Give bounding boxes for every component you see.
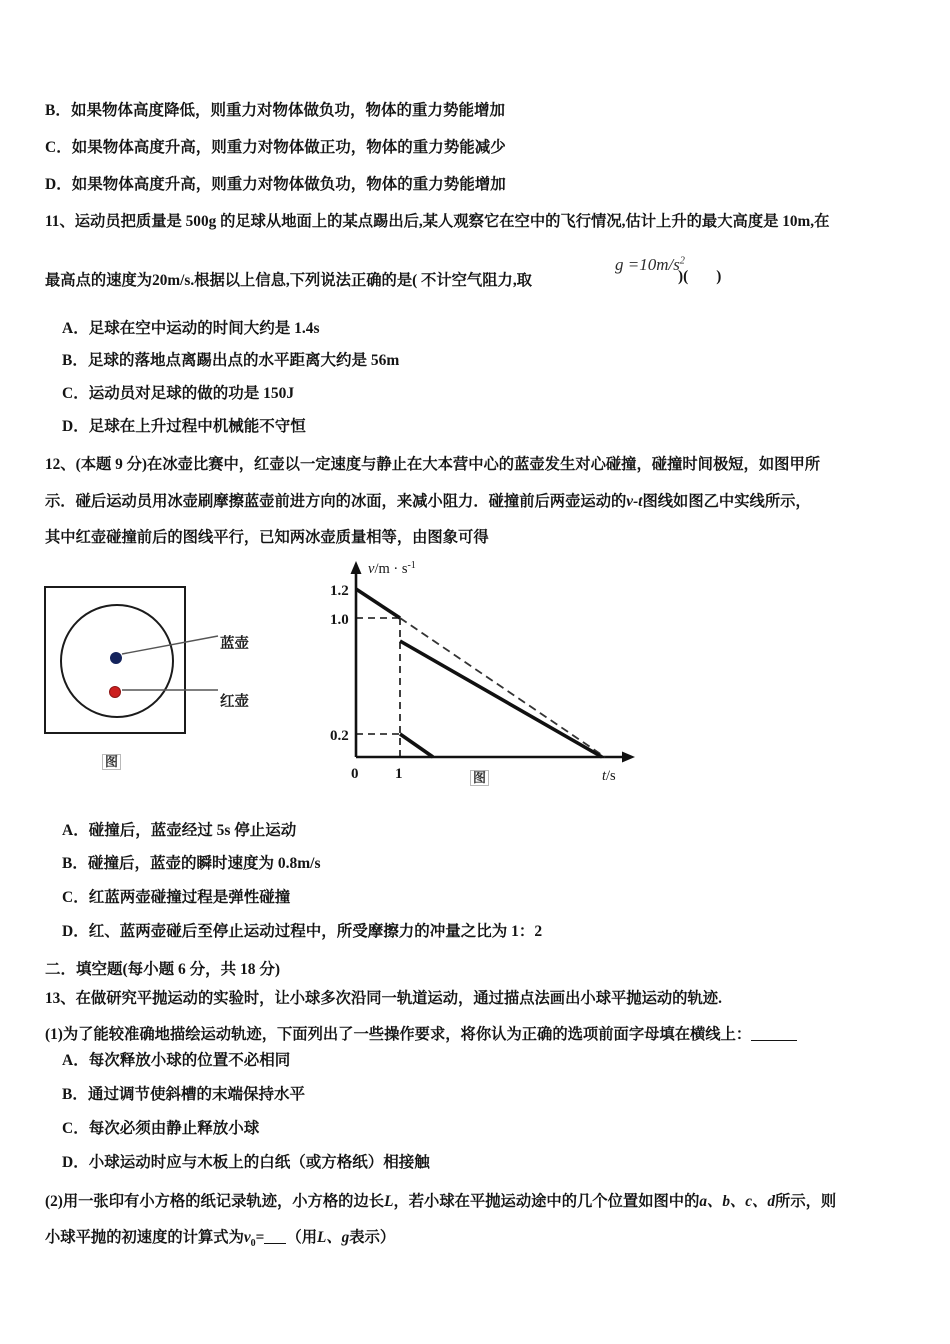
q12-stem-line1: 12、(本题 9 分)在冰壶比赛中，红壶以一定速度与静止在大本营中心的蓝壶发生对心碰撞，碰撞时间极短，如图甲所 (45, 456, 821, 473)
q12-stem-line2 (45, 489, 811, 511)
q13-grid-side-L: L (384, 1193, 394, 1210)
xtick-0: 0 (351, 766, 359, 782)
q13-part1-text: (1)为了能较准确地描绘运动轨迹，下面列出了一些操作要求，将你认为正确的选项前面字母填在横线上： (45, 1026, 752, 1043)
option-text: 如果物体高度降低，则重力对物体做负功，物体的重力势能增加 (71, 102, 506, 119)
q11-stem-line2 (45, 268, 532, 290)
option-text: 每次必须由静止释放小球 (88, 1120, 260, 1137)
option-text: 足球的落地点离踢出点的水平距离大约是 56m (88, 352, 400, 369)
house-frame (44, 586, 186, 734)
option-text: 足球在空中运动的时间大约是 1.4s (88, 320, 320, 337)
option-text: 通过调节使斜槽的末端保持水平 (88, 1086, 306, 1103)
option-text: 小球运动时应与木板上的白纸（或方格纸）相接触 (88, 1154, 430, 1171)
q11-option-a (62, 316, 320, 338)
option-tag: B． (62, 352, 88, 369)
option-text: 碰撞后，蓝壶经过 5s 停止运动 (88, 822, 297, 839)
series-red-after (400, 734, 433, 757)
q11-stem-line1: 11、运动员把质量是 500g 的足球从地面上的某点踢出后,某人观察它在空中的飞行情况,估计上升的最大高度是 10m,在 (45, 213, 830, 230)
option-text: 如果物体高度升高，则重力对物体做负功，物体的重力势能增加 (71, 176, 506, 193)
x-axis-label: t/s (602, 768, 616, 782)
option-text: 红蓝两壶碰撞过程是弹性碰撞 (88, 889, 291, 906)
xtick-1: 1 (395, 766, 403, 782)
q13-part2-line1-a: (2)用一张印有小方格的纸记录轨迹，小方格的边长 (45, 1193, 385, 1210)
q13-part2-line1 (45, 1189, 836, 1211)
q12-option-c (62, 885, 290, 907)
q13-part2-answer-blank[interactable] (264, 1232, 286, 1244)
q13-v0-symbol: v (243, 1229, 251, 1246)
q12-option-b (62, 851, 321, 873)
q13-stem: 13、在做研究平抛运动的实验时，让小球多次沿同一轨道运动，通过描点法画出小球平抛运动的轨迹. (45, 990, 722, 1007)
figure-vt-graph (330, 552, 650, 802)
section-2-heading: 二．填空题(每小题 6 分，共 18 分) (45, 961, 281, 978)
option-tag: A． (62, 320, 89, 337)
series-blue-after (400, 641, 602, 757)
series-red-before (356, 589, 400, 618)
q12-stem-line2-b: 图线如图乙中实线所示， (642, 493, 811, 510)
formula-exponent: 2 (679, 255, 685, 267)
option-tag: D． (62, 1154, 89, 1171)
q13-part2-line2-b: （用 (286, 1229, 317, 1246)
q13-option-c (62, 1116, 259, 1138)
q11-gravity-formula (615, 255, 685, 275)
q11-option-c (62, 381, 294, 403)
option-tag: C． (62, 385, 89, 402)
q13-part2-line2-a: 小球平抛的初速度的计算式为 (45, 1229, 244, 1246)
option-text: 红、蓝两壶碰后至停止运动过程中，所受摩擦力的冲量之比为 1：2 (88, 923, 543, 940)
option-text: 如果物体高度升高，则重力对物体做正功，物体的重力势能减少 (71, 139, 506, 156)
q10-option-c (45, 135, 506, 157)
option-tag: D． (62, 923, 89, 940)
ytick-1.2: 1.2 (330, 583, 349, 599)
figure-right-caption: 图 (470, 770, 489, 786)
q12-option-a (62, 818, 296, 840)
option-tag: D． (62, 418, 89, 435)
option-tag: A． (62, 1052, 89, 1069)
option-tag: C． (62, 1120, 89, 1137)
q12-option-d (62, 919, 542, 941)
option-text: 足球在上升过程中机械能不守恒 (88, 418, 306, 435)
q13-Lg-symbols: L、g (317, 1229, 350, 1246)
q11-stem-line2-pre: 最高点的速度为20m/s.根据以上信息,下列说法正确的是( 不计空气阻力,取 (45, 272, 532, 289)
q13-option-b (62, 1082, 305, 1104)
q12-stem-line2-a: 示．碰后运动员用冰壶刷摩擦蓝壶前进方向的冰面，来减小阻力．碰撞前后两壶运动的 (45, 493, 627, 510)
figure-left-caption: 图 (102, 754, 121, 770)
option-tag: D． (45, 176, 72, 193)
option-text: 运动员对足球的做的功是 150J (88, 385, 295, 402)
option-tag: B． (62, 855, 88, 872)
vt-chart-svg (330, 552, 650, 782)
q13-part1-answer-blank[interactable] (751, 1028, 797, 1041)
q11-option-d (62, 414, 306, 436)
option-text: 碰撞后，蓝壶的瞬时速度为 0.8m/s (88, 855, 321, 872)
label-red-stone: 红壶 (220, 694, 249, 710)
label-blue-stone: 蓝壶 (220, 636, 249, 652)
option-tag: C． (45, 139, 72, 156)
q11-stem-line2-tail (678, 268, 721, 286)
q13-part2-line2-c: 表示） (349, 1229, 396, 1246)
option-tag: A． (62, 822, 89, 839)
red-stone-dot (109, 686, 121, 698)
q13-part2-line1-c: 所示，则 (775, 1193, 837, 1210)
q13-part2-line2 (45, 1225, 395, 1249)
q13-equals: = (255, 1229, 265, 1246)
q13-v0-subscript: 0 (250, 1238, 256, 1250)
q11-paren-close: ) (716, 268, 722, 285)
figure-curling-house (44, 586, 294, 786)
q12-vt-italic: v-t (626, 493, 643, 510)
q13-option-a (62, 1048, 290, 1070)
ytick-1.0: 1.0 (330, 612, 349, 628)
q10-option-b (45, 98, 505, 120)
q11-option-b (62, 348, 399, 370)
option-tag: C． (62, 889, 89, 906)
y-axis-label: $v/m \cdot s^{-1}$ (368, 560, 416, 577)
option-text: 每次释放小球的位置不必相同 (88, 1052, 291, 1069)
q13-part2-line1-b: ，若小球在平抛运动途中的几个位置如图中的 (393, 1193, 700, 1210)
q12-stem-line3: 其中红壶碰撞前后的图线平行，已知两冰壶质量相等，由图象可得 (45, 529, 489, 546)
y-axis-arrow (351, 561, 362, 574)
blue-stone-dot (110, 652, 122, 664)
q13-option-d (62, 1150, 430, 1172)
q10-option-d (45, 172, 506, 194)
x-axis-arrow (622, 752, 635, 763)
q13-part1 (45, 1022, 797, 1044)
option-tag: B． (62, 1086, 88, 1103)
formula-text: g =10m/s (615, 255, 680, 274)
option-tag: B． (45, 102, 71, 119)
series-red-extension (400, 618, 605, 757)
q13-points-abcd: a、b、c、d (699, 1193, 776, 1210)
ytick-0.2: 0.2 (330, 728, 349, 744)
q11-paren-open: )( (678, 268, 689, 285)
